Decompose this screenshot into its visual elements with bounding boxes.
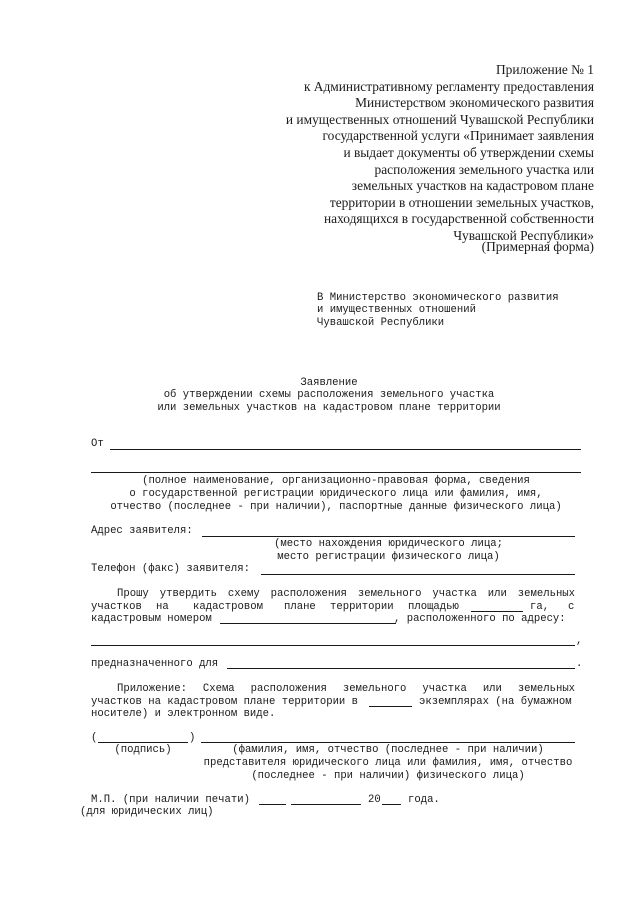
- request-word: участков: [91, 601, 142, 613]
- addressee-line: и имущественных отношений: [317, 304, 476, 317]
- request-word: с: [568, 601, 575, 613]
- appendix-line: Министерством экономического развития: [355, 95, 594, 111]
- name-hint-line: (фамилия, имя, отчество (последнее - при наличии): [232, 744, 544, 756]
- legal-entities-note: (для юридических лиц): [80, 806, 214, 818]
- comma: ,: [576, 635, 583, 647]
- request-word: земельного участка или земельных: [357, 588, 576, 600]
- from-name-field-line2[interactable]: [91, 472, 581, 473]
- request-line-1: [117, 588, 575, 600]
- area-unit: га,: [530, 601, 550, 613]
- period: .: [576, 658, 583, 670]
- name-hint-line: (последнее - при наличии) физического лица): [251, 770, 525, 782]
- request-word: плане: [284, 601, 316, 613]
- signature-close-paren: ): [189, 732, 196, 744]
- addressee-line: В Министерство экономического развития: [317, 292, 559, 304]
- phone-field[interactable]: [261, 574, 575, 575]
- located-address-label: , расположенного по адресу:: [394, 613, 566, 625]
- addressee-block: [317, 292, 559, 329]
- signature-field[interactable]: [98, 742, 188, 743]
- appendix-header: [280, 62, 594, 245]
- stamp-label: М.П. (при наличии печати): [91, 794, 250, 806]
- addressee-line: Чувашской Республики: [317, 316, 445, 329]
- appendix-line: Приложение № 1: [495, 62, 594, 77]
- appendix-line: и выдает документы об утверждении схемы: [343, 144, 594, 160]
- appendix-line: Чувашской Республики»: [453, 227, 594, 243]
- area-field[interactable]: [471, 611, 523, 612]
- address-hint-line: место регистрации физического лица): [277, 551, 500, 563]
- attachment-word: расположения: [250, 683, 327, 695]
- attachment-word: земельного: [342, 683, 407, 695]
- document-title: [80, 377, 578, 414]
- title-word: Заявление: [300, 377, 358, 389]
- appendix-line: расположения земельного участка или: [374, 161, 594, 177]
- attachment-word: Приложение:: [117, 683, 187, 695]
- copies-count-field[interactable]: [369, 706, 412, 707]
- request-word: утвердить: [159, 588, 217, 600]
- attachment-line-1: [117, 683, 575, 695]
- appendix-line: и имущественных отношений Чувашской Республики: [285, 111, 594, 127]
- request-word: расположения: [270, 588, 347, 600]
- intended-label: предназначенного для: [91, 658, 219, 670]
- attachment-copies-suffix: экземплярах (на бумажном: [419, 696, 572, 708]
- request-word: на: [156, 601, 169, 613]
- attachment-word: Схема: [202, 683, 235, 695]
- attachment-media-label: носителе) и электронном виде.: [91, 708, 276, 720]
- year-prefix: 20: [368, 794, 381, 806]
- appendix-line: земельных участков на кадастровом плане: [351, 178, 594, 194]
- appendix-line: находящихся в государственной собственности: [323, 211, 594, 227]
- request-word: территории: [330, 601, 394, 613]
- request-word: Прошу: [117, 588, 149, 600]
- cadastral-number-field[interactable]: [220, 623, 396, 624]
- phone-label: Телефон (факс) заявителя:: [91, 563, 250, 575]
- cadastral-label: кадастровым номером: [91, 613, 212, 625]
- name-hint-line: представителя юридического лица или фамилия, имя, отчество: [203, 757, 573, 769]
- address-field[interactable]: [202, 536, 575, 537]
- from-hint-line: отчество (последнее - при наличии), паспортные данные физического лица): [110, 501, 562, 513]
- signature-open-paren: (: [91, 732, 98, 744]
- attachment-word: или: [482, 683, 502, 695]
- from-name-field[interactable]: [110, 449, 581, 450]
- attachment-word: земельных: [517, 683, 576, 695]
- intended-use-field[interactable]: [227, 668, 575, 669]
- address-label: Адрес заявителя:: [91, 525, 193, 537]
- from-hint-line: о государственной регистрации юридического лица или фамилия, имя,: [129, 488, 543, 500]
- title-line: об утверждении схемы расположения земельного участка: [163, 389, 495, 402]
- date-day-field[interactable]: [259, 804, 286, 805]
- date-year-field[interactable]: [382, 804, 401, 805]
- date-month-field[interactable]: [291, 804, 361, 805]
- address-hint-line: (место нахождения юридического лица;: [274, 538, 503, 550]
- appendix-line: территории в отношении земельных участков,: [329, 194, 594, 210]
- from-hint-line: (полное наименование, организационно-правовая форма, сведения: [142, 475, 530, 487]
- appendix-line: к Административному регламенту предоставления: [303, 78, 594, 94]
- request-word: площадью: [408, 601, 459, 613]
- request-word: схему: [227, 588, 260, 600]
- appendix-line: государственной услуги «Принимает заявления: [322, 128, 594, 144]
- location-address-field[interactable]: [91, 645, 575, 646]
- sample-form-label: (Примерная форма): [481, 239, 594, 254]
- signature-hint: (подпись): [114, 744, 172, 756]
- attachment-copies-label: участков на кадастровом плане территории в: [91, 696, 359, 708]
- full-name-field[interactable]: [201, 742, 575, 743]
- title-line: или земельных участков на кадастровом плане территории: [157, 401, 501, 414]
- year-suffix: года.: [408, 794, 440, 806]
- request-word: кадастровом: [193, 601, 263, 613]
- attachment-word: участка: [422, 683, 467, 695]
- from-label: От: [91, 438, 104, 450]
